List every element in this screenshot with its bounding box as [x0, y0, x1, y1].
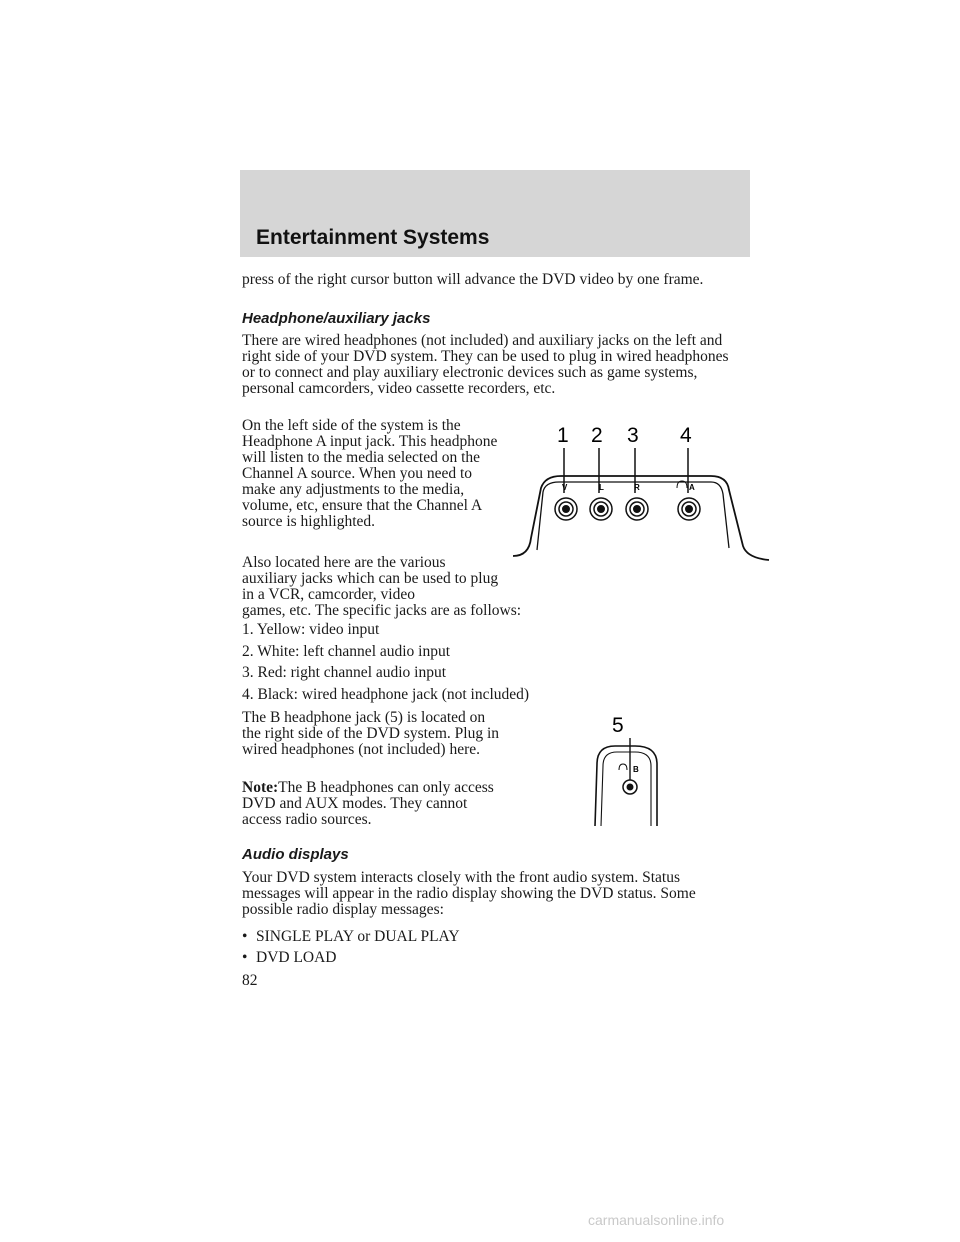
note-text: The B headphones can only access DVD and AUX modes. They cannot access radio sources.	[242, 779, 494, 828]
headphone-icon	[619, 764, 627, 770]
jack-list-item: 3. Red: right channel audio input	[242, 664, 447, 681]
note-label: Note:	[242, 779, 279, 796]
bullet-item: • DVD LOAD	[242, 949, 337, 966]
left-audio-jack-icon	[590, 498, 612, 520]
jack-panel-diagram	[505, 418, 775, 563]
note-paragraph	[242, 780, 500, 828]
callout-2: 2	[591, 424, 603, 447]
callout-5: 5	[612, 714, 624, 737]
also-paragraph: Also located here are the various auxiliary jacks which can be used to plug in a VCR, camcorder, video	[242, 554, 499, 603]
b-headphone-jack-icon	[623, 780, 637, 794]
callout-3: 3	[627, 424, 639, 447]
heading-jacks: Headphone/auxiliary jacks	[242, 310, 431, 327]
bullet-icon: •	[242, 949, 248, 966]
jacks-paragraph: There are wired headphones (not included) and auxiliary jacks on the left and right side of your DVD system. They can be used to plug in wired headphones or to connect and play auxiliary electronic devices such as game systems, personal camcorders, video cassette recorders, etc.	[242, 332, 729, 397]
also-paragraph-continued: games, etc. The specific jacks are as follows:	[242, 602, 522, 619]
intro-paragraph: press of the right cursor button will advance the DVD video by one frame.	[242, 271, 704, 288]
section-title: Entertainment Systems	[256, 226, 490, 249]
page-number: 82	[242, 972, 258, 989]
callout-1: 1	[557, 424, 569, 447]
bullet-item: • SINGLE PLAY or DUAL PLAY	[242, 928, 460, 945]
b-jack-diagram	[585, 708, 675, 828]
bullet-icon: •	[242, 928, 248, 945]
jack-label-r: R	[634, 483, 640, 492]
audio-paragraph: Your DVD system interacts closely with the front audio system. Status messages will appear in the radio display showing the DVD status. Some possible radio display messages:	[242, 869, 696, 918]
jack-list-item: 1. Yellow: video input	[242, 621, 380, 638]
jack-list-item: 2. White: left channel audio input	[242, 643, 451, 660]
video-jack-icon	[555, 498, 577, 520]
jack-label-a: A	[689, 483, 695, 492]
b-jack-paragraph: The B headphone jack (5) is located on the right side of the DVD system. Plug in wired headphones (not included) here.	[242, 709, 500, 758]
right-audio-jack-icon	[626, 498, 648, 520]
headphone-jack-icon	[678, 498, 700, 520]
callout-4: 4	[680, 424, 692, 447]
jack-label-l: L	[599, 483, 604, 492]
heading-audio: Audio displays	[242, 846, 349, 863]
jack-list-item: 4. Black: wired headphone jack (not included)	[242, 686, 530, 703]
jack-label-v: V	[562, 483, 568, 492]
watermark: carmanualsonline.info	[588, 1212, 725, 1228]
left-side-paragraph: On the left side of the system is the Headphone A input jack. This headphone will listen to the media selected on the Channel A source. When you need to make any adjustments to the media, volume, etc, ensure that the Channel A source is highlighted.	[242, 417, 498, 530]
jack-label-b: B	[633, 765, 639, 774]
